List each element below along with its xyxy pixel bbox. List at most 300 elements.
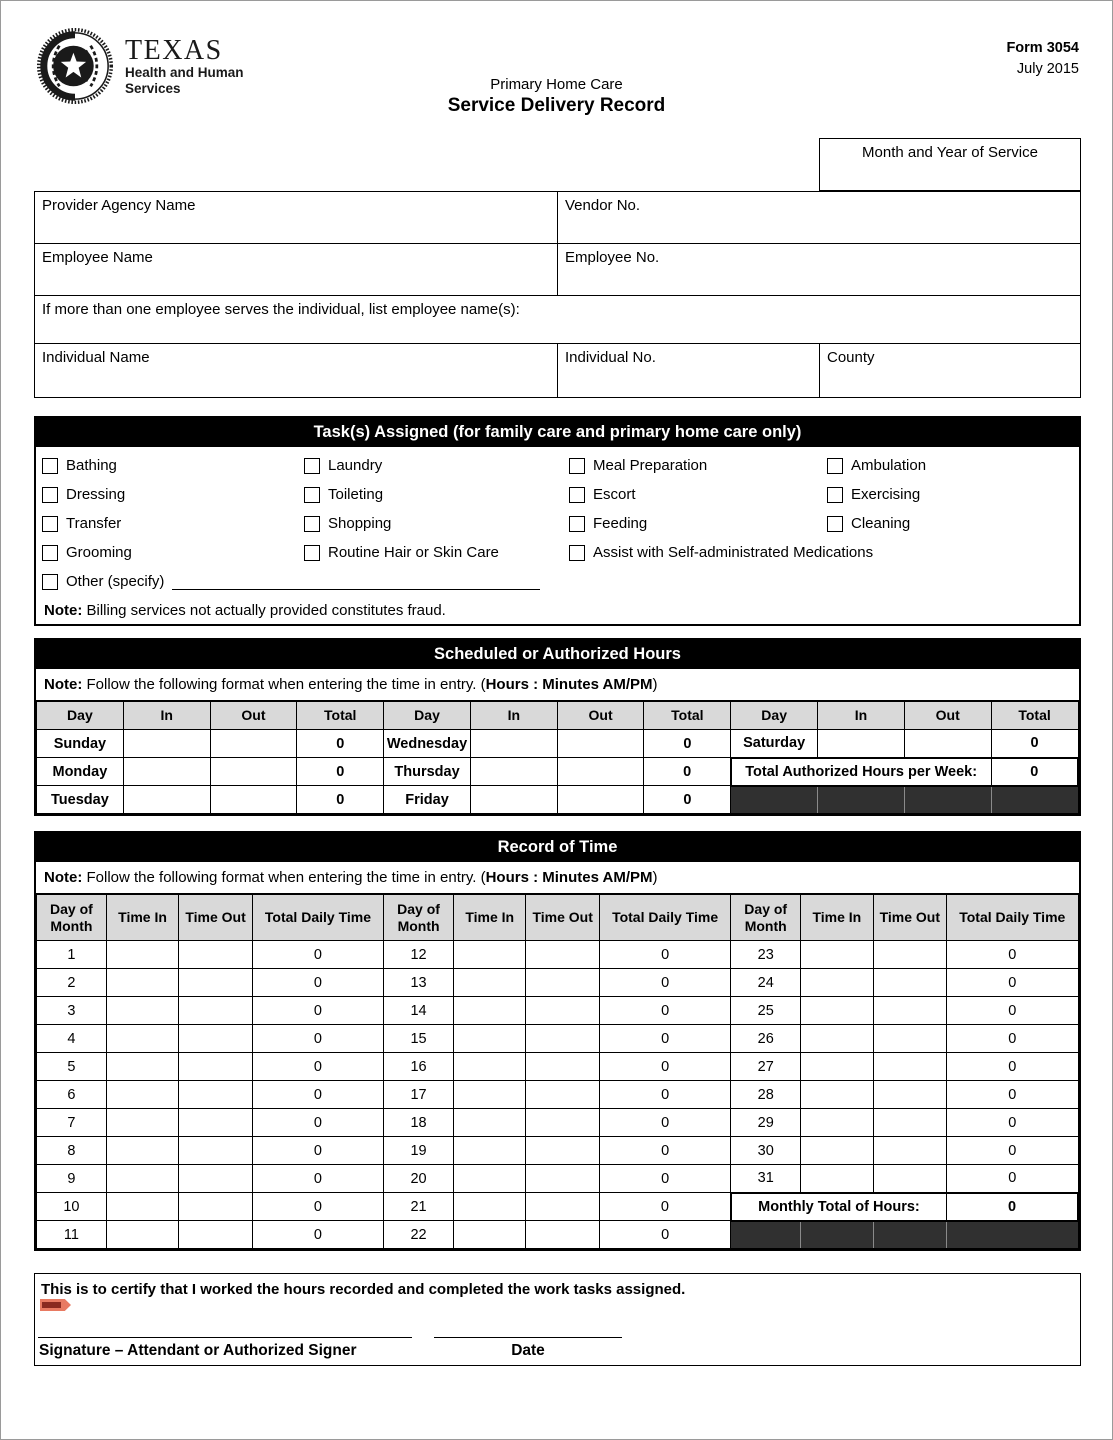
column-header-out: Out (904, 702, 991, 730)
day-cell: Wednesday (384, 730, 471, 758)
time-entry-cell[interactable] (470, 730, 557, 758)
individual-no-field[interactable] (558, 344, 820, 397)
checkbox-dressing[interactable] (42, 487, 58, 503)
tasks-assigned-section (34, 416, 1081, 626)
total-cell[interactable]: 0 (252, 941, 383, 969)
vendor-no-label: Vendor No. (565, 197, 641, 214)
total-cell[interactable]: 0 (599, 1193, 730, 1221)
total-cell[interactable]: 0 (644, 730, 731, 758)
column-header-day-of-month: Day of Month (37, 895, 107, 941)
time-entry-cell[interactable] (557, 786, 644, 814)
note-text: Follow the following format when entering the time in entry. ( (82, 676, 486, 693)
column-header-day-of-month: Day of Month (731, 895, 801, 941)
time-entry-cell[interactable] (106, 1109, 178, 1137)
form-title-block (1, 76, 1112, 117)
time-entry-cell[interactable] (453, 1165, 525, 1193)
month-year-of-service-field[interactable] (819, 138, 1081, 191)
column-header-day: Day (384, 702, 471, 730)
time-entry-cell[interactable] (873, 1165, 947, 1193)
task-item-shopping (304, 513, 569, 534)
task-label: Meal Preparation (593, 457, 708, 474)
time-entry-cell[interactable] (106, 1137, 178, 1165)
day-cell: 8 (37, 1137, 107, 1165)
day-cell: 12 (384, 941, 454, 969)
scheduled-hours-section (34, 638, 1081, 816)
time-entry-cell[interactable] (526, 1109, 600, 1137)
checkbox-bathing[interactable] (42, 458, 58, 474)
total-cell[interactable]: 0 (947, 1137, 1078, 1165)
task-label: Laundry (328, 457, 383, 474)
employee-no-label: Employee No. (565, 249, 660, 266)
time-entry-cell[interactable] (470, 758, 557, 786)
checkbox-toileting[interactable] (304, 487, 320, 503)
total-cell[interactable]: 0 (297, 730, 384, 758)
time-entry-cell[interactable] (801, 941, 873, 969)
time-entry-cell[interactable] (526, 1221, 600, 1249)
time-entry-cell[interactable] (179, 969, 253, 997)
time-entry-cell[interactable] (873, 997, 947, 1025)
blocked-cell (731, 1221, 801, 1249)
time-entry-cell[interactable] (453, 1221, 525, 1249)
day-cell: Monday (37, 758, 124, 786)
task-label: Assist with Self-administrated Medications (593, 544, 874, 561)
time-entry-cell[interactable] (526, 969, 600, 997)
day-cell: 13 (384, 969, 454, 997)
task-label: Dressing (66, 486, 126, 503)
day-cell: 10 (37, 1193, 107, 1221)
time-entry-cell[interactable] (453, 1081, 525, 1109)
additional-employees-label: If more than one employee serves the individual, list employee name(s): (42, 301, 520, 318)
time-entry-cell[interactable] (453, 997, 525, 1025)
task-item-other-specify (42, 571, 1079, 592)
time-entry-cell[interactable] (526, 1193, 600, 1221)
column-header-total-daily-time: Total Daily Time (599, 895, 730, 941)
day-cell: 24 (731, 969, 801, 997)
time-entry-cell[interactable] (106, 1025, 178, 1053)
individual-name-field[interactable] (35, 344, 558, 397)
day-cell: 2 (37, 969, 107, 997)
total-cell[interactable]: 0 (599, 1109, 730, 1137)
table-row (37, 1165, 1079, 1193)
total-cell[interactable]: 0 (252, 1109, 383, 1137)
total-cell[interactable]: 0 (947, 1109, 1078, 1137)
time-entry-cell[interactable] (526, 1053, 600, 1081)
checkbox-meal-preparation[interactable] (569, 458, 585, 474)
time-entry-cell[interactable] (801, 997, 873, 1025)
day-cell: Sunday (37, 730, 124, 758)
total-cell[interactable]: 0 (599, 997, 730, 1025)
form-number: Form 3054 (1006, 40, 1079, 56)
total-cell[interactable]: 0 (991, 730, 1078, 758)
column-header-total: Total (297, 702, 384, 730)
time-entry-cell[interactable] (123, 758, 210, 786)
time-entry-cell[interactable] (210, 786, 297, 814)
blocked-cell (991, 786, 1078, 814)
time-entry-cell[interactable] (873, 1053, 947, 1081)
time-entry-cell[interactable] (557, 730, 644, 758)
day-cell: 18 (384, 1109, 454, 1137)
time-entry-cell[interactable] (453, 1137, 525, 1165)
note-suffix: ) (652, 869, 658, 886)
blocked-cell (947, 1221, 1078, 1249)
column-header-time-out: Time Out (526, 895, 600, 941)
time-entry-cell[interactable] (801, 1081, 873, 1109)
time-entry-cell[interactable] (453, 969, 525, 997)
total-cell[interactable]: 0 (252, 1053, 383, 1081)
blocked-cell (801, 1221, 873, 1249)
provider-agency-name-field[interactable] (35, 192, 558, 243)
time-entry-cell[interactable] (801, 1025, 873, 1053)
task-label: Shopping (328, 515, 392, 532)
total-cell[interactable]: 0 (599, 1081, 730, 1109)
note-format: Hours : Minutes AM/PM (485, 869, 653, 886)
total-cell[interactable]: 0 (947, 969, 1078, 997)
total-cell[interactable]: 0 (644, 786, 731, 814)
total-label-cell: Monthly Total of Hours: (731, 1193, 947, 1221)
total-cell[interactable]: 0 (252, 1165, 383, 1193)
column-header-out: Out (210, 702, 297, 730)
total-label-cell: Total Authorized Hours per Week: (731, 758, 991, 786)
fraud-note (36, 595, 1079, 626)
time-entry-cell[interactable] (123, 730, 210, 758)
certification-section (34, 1273, 1081, 1366)
task-item-meal-preparation (569, 455, 827, 476)
time-entry-cell[interactable] (873, 1137, 947, 1165)
checkbox-shopping[interactable] (304, 516, 320, 532)
column-header-in: In (818, 702, 905, 730)
task-item-ambulation (827, 455, 1079, 476)
table-row (37, 730, 1079, 758)
task-item-toileting (304, 484, 569, 505)
time-entry-cell[interactable] (873, 1081, 947, 1109)
task-label: Other (specify) (66, 573, 165, 590)
table-row (37, 1053, 1079, 1081)
total-cell[interactable]: 0 (947, 1025, 1078, 1053)
note-text: Follow the following format when entering the time in entry. ( (82, 869, 486, 886)
column-header-total: Total (991, 702, 1078, 730)
employee-name-field[interactable] (35, 244, 558, 295)
day-cell: 27 (731, 1053, 801, 1081)
day-cell: Saturday (731, 730, 818, 758)
time-entry-cell[interactable] (106, 969, 178, 997)
total-cell[interactable]: 0 (599, 1025, 730, 1053)
table-row (37, 1221, 1079, 1249)
signature-label: Signature – Attendant or Authorized Signer (39, 1342, 357, 1359)
time-entry-cell[interactable] (801, 1053, 873, 1081)
time-entry-cell[interactable] (873, 1109, 947, 1137)
fraud-note-label: Note: (44, 602, 83, 619)
tasks-assigned-header: Task(s) Assigned (for family care and primary home care only) (36, 418, 1079, 447)
time-entry-cell[interactable] (106, 1165, 178, 1193)
total-cell[interactable]: 0 (947, 997, 1078, 1025)
table-row (37, 1193, 1079, 1221)
time-entry-cell[interactable] (801, 1137, 873, 1165)
table-row (37, 941, 1079, 969)
signature-line[interactable] (38, 1337, 412, 1338)
total-cell[interactable]: 0 (947, 1053, 1078, 1081)
certification-statement: This is to certify that I worked the hours recorded and completed the work tasks assigned. (41, 1281, 686, 1298)
task-item-exercising (827, 484, 1079, 505)
total-cell[interactable]: 0 (252, 1137, 383, 1165)
day-cell: 9 (37, 1165, 107, 1193)
column-header-day: Day (37, 702, 124, 730)
day-cell: 26 (731, 1025, 801, 1053)
form-number-block (1006, 38, 1079, 80)
day-cell: 11 (37, 1221, 107, 1249)
day-cell: 25 (731, 997, 801, 1025)
time-entry-cell[interactable] (179, 997, 253, 1025)
total-cell[interactable]: 0 (599, 1137, 730, 1165)
checkbox-assist-with-self-administrated-medications[interactable] (569, 545, 585, 561)
time-entry-cell[interactable] (106, 1053, 178, 1081)
day-cell: Tuesday (37, 786, 124, 814)
note-format: Hours : Minutes AM/PM (485, 676, 653, 693)
day-cell: 15 (384, 1025, 454, 1053)
individual-no-label: Individual No. (565, 349, 656, 366)
total-cell[interactable]: 0 (252, 969, 383, 997)
time-entry-cell[interactable] (470, 786, 557, 814)
time-entry-cell[interactable] (106, 997, 178, 1025)
record-of-time-header: Record of Time (36, 833, 1079, 862)
day-cell: 14 (384, 997, 454, 1025)
day-cell: 30 (731, 1137, 801, 1165)
table-row (37, 1109, 1079, 1137)
blocked-cell (904, 786, 991, 814)
time-entry-cell[interactable] (106, 1221, 178, 1249)
column-header-time-out: Time Out (873, 895, 947, 941)
total-cell[interactable]: 0 (252, 1081, 383, 1109)
day-cell: 23 (731, 941, 801, 969)
time-entry-cell[interactable] (179, 1053, 253, 1081)
day-cell: 28 (731, 1081, 801, 1109)
day-cell: 5 (37, 1053, 107, 1081)
logo-texas-text: TEXAS (125, 34, 223, 66)
total-cell[interactable]: 0 (252, 1221, 383, 1249)
logo-hhs-line1: Health and Human (125, 65, 244, 81)
total-cell[interactable]: 0 (947, 941, 1078, 969)
total-cell[interactable]: 0 (644, 758, 731, 786)
checkbox-routine-hair-or-skin-care[interactable] (304, 545, 320, 561)
time-entry-cell[interactable] (801, 1165, 873, 1193)
total-cell[interactable]: 0 (599, 1053, 730, 1081)
date-label: Date (511, 1342, 545, 1359)
task-label: Routine Hair or Skin Care (328, 544, 499, 561)
task-label: Escort (593, 486, 636, 503)
table-row (37, 1137, 1079, 1165)
record-of-time-section (34, 831, 1081, 1251)
day-cell: 16 (384, 1053, 454, 1081)
program-name: Primary Home Care (490, 76, 623, 93)
time-entry-cell[interactable] (123, 786, 210, 814)
time-entry-cell[interactable] (179, 1025, 253, 1053)
task-label: Ambulation (851, 457, 927, 474)
day-cell: 4 (37, 1025, 107, 1053)
total-cell[interactable]: 0 (297, 786, 384, 814)
task-item-dressing (42, 484, 304, 505)
blocked-cell (731, 786, 818, 814)
time-entry-cell[interactable] (526, 997, 600, 1025)
time-entry-cell[interactable] (210, 758, 297, 786)
day-cell: Friday (384, 786, 471, 814)
time-entry-cell[interactable] (106, 941, 178, 969)
column-header-in: In (123, 702, 210, 730)
total-cell[interactable]: 0 (599, 1221, 730, 1249)
task-label: Exercising (851, 486, 921, 503)
total-cell[interactable]: 0 (252, 1193, 383, 1221)
time-entry-cell[interactable] (873, 1025, 947, 1053)
day-cell: 7 (37, 1109, 107, 1137)
tasks-checkbox-grid (36, 447, 1079, 592)
checkbox-cleaning[interactable] (827, 516, 843, 532)
column-header-total: Total (644, 702, 731, 730)
time-entry-cell[interactable] (526, 941, 600, 969)
task-item-transfer (42, 513, 304, 534)
table-row (37, 1081, 1079, 1109)
time-entry-cell[interactable] (904, 730, 991, 758)
time-entry-cell[interactable] (873, 969, 947, 997)
vendor-no-field[interactable] (558, 192, 1080, 243)
time-entry-cell[interactable] (453, 941, 525, 969)
month-year-label: Month and Year of Service (862, 144, 1038, 161)
total-cell[interactable]: 0 (252, 1025, 383, 1053)
time-entry-cell[interactable] (818, 730, 905, 758)
checkbox-exercising[interactable] (827, 487, 843, 503)
sign-here-flag-icon (40, 1299, 71, 1311)
note-label: Note: (44, 676, 83, 693)
checkbox-laundry[interactable] (304, 458, 320, 474)
time-entry-cell[interactable] (801, 1109, 873, 1137)
task-label: Transfer (66, 515, 122, 532)
task-item-escort (569, 484, 827, 505)
day-cell: 6 (37, 1081, 107, 1109)
time-entry-cell[interactable] (210, 730, 297, 758)
total-cell[interactable]: 0 (947, 1081, 1078, 1109)
time-entry-cell[interactable] (557, 758, 644, 786)
other-specify-line[interactable] (172, 574, 540, 590)
checkbox-other-specify[interactable] (42, 574, 58, 590)
fraud-note-text: Billing services not actually provided constitutes fraud. (82, 602, 446, 619)
checkbox-grooming[interactable] (42, 545, 58, 561)
total-cell[interactable]: 0 (991, 758, 1078, 786)
note-suffix: ) (652, 676, 658, 693)
time-entry-cell[interactable] (526, 1165, 600, 1193)
column-header-day: Day (731, 702, 818, 730)
checkbox-ambulation[interactable] (827, 458, 843, 474)
day-cell: 21 (384, 1193, 454, 1221)
time-entry-cell[interactable] (453, 1193, 525, 1221)
time-entry-cell[interactable] (179, 941, 253, 969)
table-row (37, 997, 1079, 1025)
scheduled-hours-header: Scheduled or Authorized Hours (36, 640, 1079, 669)
task-item-laundry (304, 455, 569, 476)
employee-name-label: Employee Name (42, 249, 153, 266)
day-cell: Thursday (384, 758, 471, 786)
total-cell[interactable]: 0 (599, 969, 730, 997)
day-cell: 31 (731, 1165, 801, 1193)
scheduled-hours-table (36, 701, 1079, 814)
logo-hhs-line2: Services (125, 80, 181, 96)
time-entry-cell[interactable] (526, 1137, 600, 1165)
column-header-day-of-month: Day of Month (384, 895, 454, 941)
time-entry-cell[interactable] (453, 1053, 525, 1081)
total-cell[interactable]: 0 (599, 941, 730, 969)
day-cell: 19 (384, 1137, 454, 1165)
column-header-time-in: Time In (453, 895, 525, 941)
blocked-cell (818, 786, 905, 814)
time-entry-cell[interactable] (453, 1025, 525, 1053)
column-header-total-daily-time: Total Daily Time (252, 895, 383, 941)
day-cell: 17 (384, 1081, 454, 1109)
time-entry-cell[interactable] (526, 1025, 600, 1053)
column-header-total-daily-time: Total Daily Time (947, 895, 1078, 941)
total-cell[interactable]: 0 (252, 997, 383, 1025)
table-row (37, 786, 1079, 814)
task-item-routine-hair-or-skin-care (304, 542, 569, 563)
task-item-grooming (42, 542, 304, 563)
day-cell: 29 (731, 1109, 801, 1137)
total-cell[interactable]: 0 (947, 1193, 1078, 1221)
task-label: Toileting (328, 486, 384, 503)
checkbox-escort[interactable] (569, 487, 585, 503)
additional-employees-field[interactable] (35, 296, 1080, 343)
checkbox-feeding[interactable] (569, 516, 585, 532)
task-label: Cleaning (851, 515, 911, 532)
date-line[interactable] (434, 1337, 622, 1338)
day-cell: 1 (37, 941, 107, 969)
task-label: Feeding (593, 515, 648, 532)
time-entry-cell[interactable] (179, 1137, 253, 1165)
table-row (37, 969, 1079, 997)
identification-table (34, 191, 1081, 398)
form-revision-date: July 2015 (1016, 61, 1079, 78)
task-item-cleaning (827, 513, 1079, 534)
total-cell[interactable]: 0 (599, 1165, 730, 1193)
time-entry-cell[interactable] (873, 941, 947, 969)
county-label: County (827, 349, 875, 366)
day-cell: 20 (384, 1165, 454, 1193)
provider-agency-name-label: Provider Agency Name (42, 197, 196, 214)
employee-no-field[interactable] (558, 244, 1080, 295)
county-field[interactable] (820, 344, 1080, 397)
task-label: Grooming (66, 544, 132, 561)
time-entry-cell[interactable] (106, 1193, 178, 1221)
total-cell[interactable]: 0 (297, 758, 384, 786)
time-entry-cell[interactable] (453, 1109, 525, 1137)
time-format-note-2 (36, 862, 1079, 894)
time-entry-cell[interactable] (179, 1109, 253, 1137)
time-entry-cell[interactable] (179, 1081, 253, 1109)
time-entry-cell[interactable] (179, 1193, 253, 1221)
day-cell: 22 (384, 1221, 454, 1249)
column-header-in: In (470, 702, 557, 730)
column-header-time-out: Time Out (179, 895, 253, 941)
checkbox-transfer[interactable] (42, 516, 58, 532)
time-entry-cell[interactable] (106, 1081, 178, 1109)
time-entry-cell[interactable] (179, 1221, 253, 1249)
time-entry-cell[interactable] (801, 969, 873, 997)
page-title: Service Delivery Record (447, 95, 666, 116)
column-header-out: Out (557, 702, 644, 730)
individual-name-label: Individual Name (42, 349, 150, 366)
column-header-time-in: Time In (801, 895, 873, 941)
task-item-assist-with-self-administrated-medications (569, 542, 1079, 563)
time-entry-cell[interactable] (526, 1081, 600, 1109)
task-item-feeding (569, 513, 827, 534)
blocked-cell (873, 1221, 947, 1249)
total-cell[interactable]: 0 (947, 1165, 1078, 1193)
time-entry-cell[interactable] (179, 1165, 253, 1193)
task-item-bathing (42, 455, 304, 476)
